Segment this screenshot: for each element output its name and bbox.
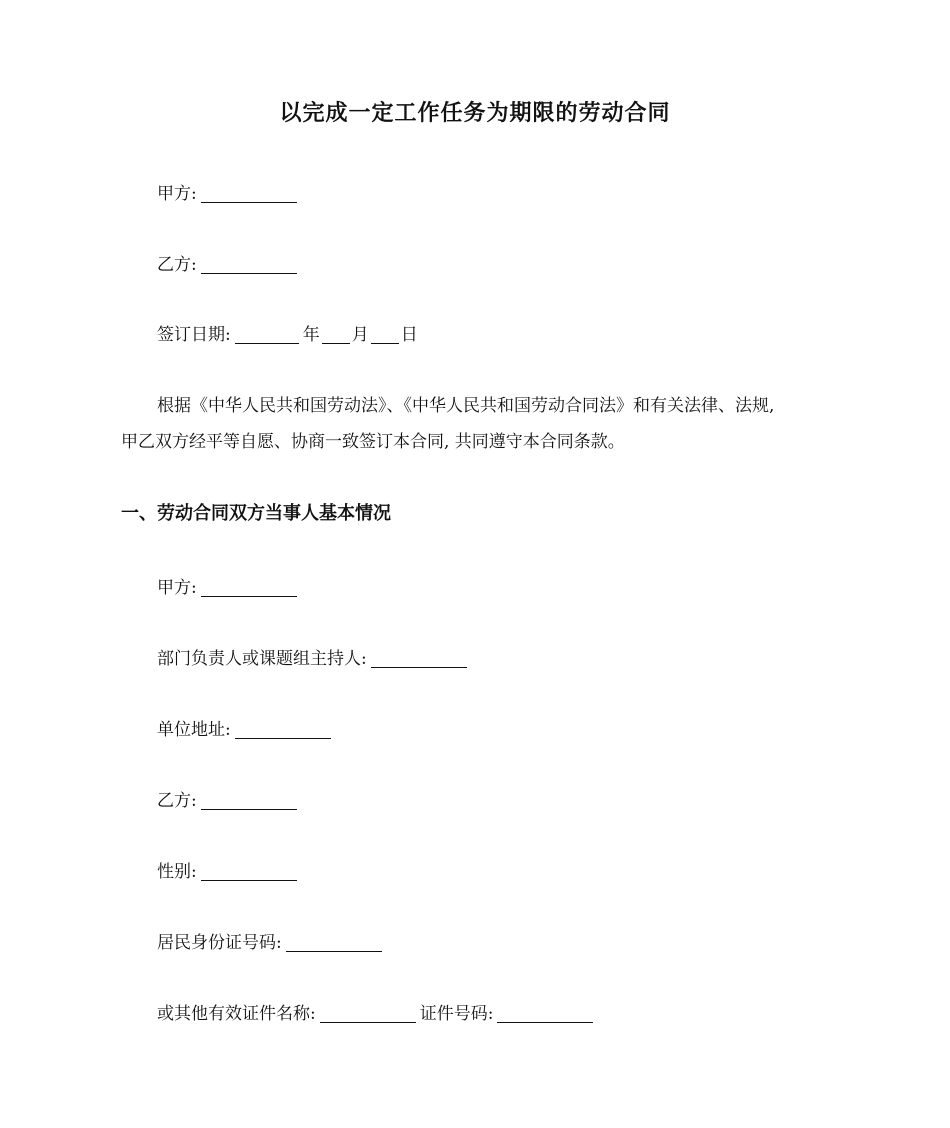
other-id-name-label: 或其他有效证件名称:: [157, 1004, 316, 1024]
party-a-label: 甲方:: [157, 184, 197, 204]
id-number-label: 居民身份证号码:: [157, 933, 282, 953]
address-label: 单位地址:: [157, 720, 231, 740]
s1-party-b-line: [157, 789, 301, 813]
other-id-line: [157, 1002, 597, 1026]
s1-party-b-label: 乙方:: [157, 791, 197, 811]
s1-party-a-blank[interactable]: [201, 578, 297, 597]
s1-party-a-line: [157, 576, 301, 600]
sign-date-line: [157, 323, 418, 347]
day-label: 日: [400, 325, 418, 345]
dept-head-label: 部门负责人或课题组主持人:: [157, 649, 367, 669]
dept-head-line: [157, 647, 471, 671]
year-blank[interactable]: [235, 325, 299, 344]
id-number-blank[interactable]: [286, 933, 382, 952]
s1-party-a-label: 甲方:: [157, 578, 197, 598]
preamble-line-1: 根据《中华人民共和国劳动法》、《中华人民共和国劳动合同法》和有关法律、法规,: [157, 396, 775, 416]
party-b-line: [157, 253, 301, 277]
gender-line: [157, 860, 301, 884]
day-blank[interactable]: [371, 325, 399, 344]
sign-date-label: 签订日期:: [157, 325, 231, 345]
month-label: 月: [351, 325, 369, 345]
gender-blank[interactable]: [201, 862, 297, 881]
party-b-label: 乙方:: [157, 255, 197, 275]
party-a-line: [157, 182, 301, 206]
other-id-name-blank[interactable]: [320, 1004, 416, 1023]
month-blank[interactable]: [322, 325, 350, 344]
id-no-label: 证件号码:: [419, 1004, 494, 1024]
address-blank[interactable]: [235, 720, 331, 739]
section-1-heading: 一、劳动合同双方当事人基本情况: [121, 503, 391, 524]
gender-label: 性别:: [157, 862, 197, 882]
party-b-blank[interactable]: [201, 255, 297, 274]
preamble-line-2: 甲乙双方经平等自愿、协商一致签订本合同, 共同遵守本合同条款。: [121, 432, 625, 452]
id-no-blank[interactable]: [497, 1004, 593, 1023]
document-title: 以完成一定工作任务为期限的劳动合同: [279, 100, 671, 126]
id-number-line: [157, 931, 386, 955]
dept-head-blank[interactable]: [371, 649, 467, 668]
s1-party-b-blank[interactable]: [201, 791, 297, 810]
party-a-blank[interactable]: [201, 184, 297, 203]
year-label: 年: [302, 325, 320, 345]
address-line: [157, 718, 335, 742]
